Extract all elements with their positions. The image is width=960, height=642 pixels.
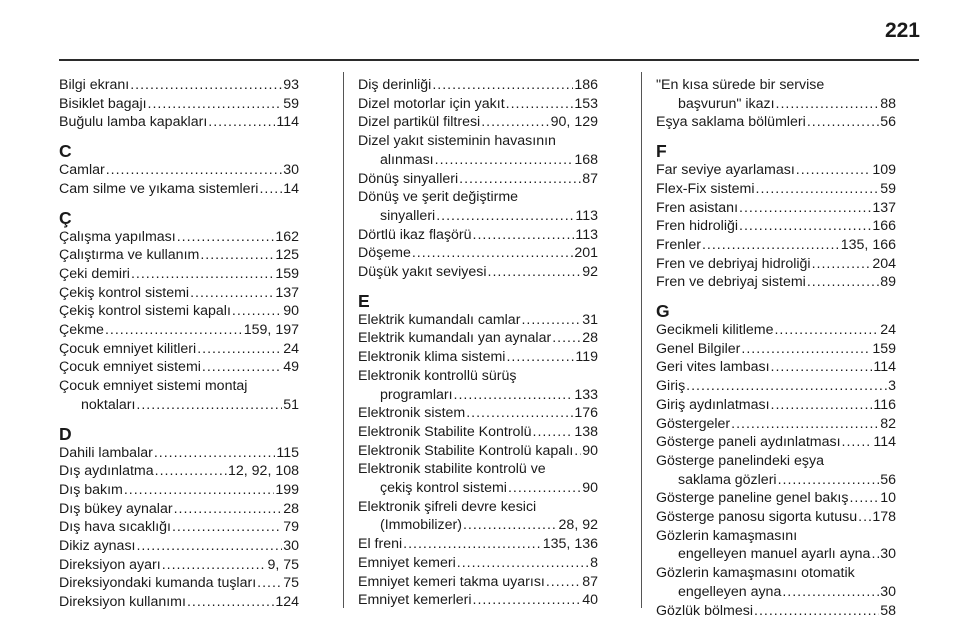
index-entry xyxy=(656,273,896,292)
index-entry xyxy=(358,423,598,442)
entry-term: Far seviye ayarlaması xyxy=(656,162,795,179)
dot-leader xyxy=(686,377,887,396)
entry-term: Çalıştırma ve kullanım xyxy=(59,247,200,264)
entry-pages: 28, 92 xyxy=(558,517,598,534)
entry-term: engelleyen manuel ayarlı ayna xyxy=(678,546,871,563)
entry-term: El freni xyxy=(358,536,403,553)
index-entry xyxy=(656,564,896,601)
entry-pages: 24 xyxy=(880,322,896,339)
dot-leader xyxy=(162,556,267,575)
index-entry xyxy=(59,537,299,556)
entry-pages: 162 xyxy=(275,228,299,245)
entry-pages: 125 xyxy=(275,247,299,264)
index-entry xyxy=(656,199,896,218)
dot-leader xyxy=(771,396,873,415)
entry-term: Elektronik klima sistemi xyxy=(358,349,506,366)
entry-term: Elektronik sistem xyxy=(358,405,466,422)
index-entry xyxy=(59,284,299,303)
entry-term: Dış hava sıcaklığı xyxy=(59,519,171,536)
index-entry xyxy=(656,433,896,452)
dot-leader xyxy=(533,423,574,442)
index-entry xyxy=(656,217,896,236)
index-entry xyxy=(358,263,598,282)
dot-leader xyxy=(257,574,282,593)
dot-leader xyxy=(197,340,282,359)
dot-leader xyxy=(771,358,873,377)
index-entry xyxy=(358,460,598,497)
entry-pages: 116 xyxy=(873,396,896,413)
entry-pages: 24 xyxy=(283,340,299,357)
entry-term: başvurun" ikazı xyxy=(678,95,775,112)
entry-term: Çekme xyxy=(59,322,104,339)
dot-leader xyxy=(778,471,880,490)
entry-term: Emniyet kemeri takma uyarısı xyxy=(358,573,545,590)
entry-pages: 115 xyxy=(276,444,299,461)
index-entry xyxy=(358,591,598,610)
entry-term: Direksiyondaki kumanda tuşları xyxy=(59,575,257,592)
entry-term: Direksiyon ayarı xyxy=(59,556,161,573)
section-letter: D xyxy=(59,423,72,444)
entry-term: Fren ve debriyaj sistemi xyxy=(656,274,806,291)
entry-pages: 30 xyxy=(880,546,896,563)
dot-leader xyxy=(473,591,582,610)
entry-term: Gösterge panelindeki eşya xyxy=(656,452,824,469)
dot-leader xyxy=(741,340,871,359)
index-entry xyxy=(59,113,299,132)
entry-pages: 186 xyxy=(574,77,598,93)
entry-pages: 135, 166 xyxy=(840,236,896,253)
entry-term: Çeki demiri xyxy=(59,265,130,282)
entry-pages: 204 xyxy=(872,255,896,272)
entry-pages: 153 xyxy=(574,95,598,112)
entry-pages: 114 xyxy=(276,114,299,131)
index-entry xyxy=(59,246,299,265)
index-column-3 xyxy=(656,76,896,620)
entry-term: Elektrik kumandalı camlar xyxy=(358,311,521,328)
entry-pages: 14 xyxy=(283,180,299,197)
dot-leader xyxy=(546,573,581,592)
entry-term: Düşük yakıt seviyesi xyxy=(358,264,487,281)
entry-term: "En kısa sürede bir servise xyxy=(656,77,825,93)
index-entry xyxy=(59,358,299,377)
entry-term: Bilgi ekranı xyxy=(59,77,130,93)
entry-pages: 90 xyxy=(283,303,299,320)
dot-leader xyxy=(403,535,542,554)
entry-term: Fren hidroliği xyxy=(656,218,739,235)
index-entry xyxy=(656,602,896,621)
entry-term: saklama gözleri xyxy=(678,471,777,488)
entry-term: Dönüş ve şerit değiştirme xyxy=(358,189,519,206)
entry-pages: 8 xyxy=(590,554,598,571)
entry-pages: 109 xyxy=(872,162,896,179)
entry-term: alınması xyxy=(380,151,434,168)
section-letter: Ç xyxy=(59,207,72,228)
dot-leader xyxy=(739,217,871,236)
index-entry xyxy=(59,444,299,463)
dot-leader xyxy=(155,462,227,481)
index-column-1 xyxy=(59,76,299,612)
entry-term: Giriş aydınlatması xyxy=(656,396,770,413)
dot-leader xyxy=(506,95,574,114)
dot-leader xyxy=(466,404,573,423)
index-entry xyxy=(59,481,299,500)
entry-term: Gözlerin kamaşmasını otomatik xyxy=(656,565,855,582)
index-entry xyxy=(59,321,299,340)
entry-pages: 114 xyxy=(873,434,896,451)
dot-leader xyxy=(174,500,283,519)
entry-term: Direksiyon kullanımı xyxy=(59,594,186,611)
dot-leader xyxy=(871,545,879,564)
entry-pages: 201 xyxy=(574,245,598,262)
column-divider xyxy=(343,72,344,608)
entry-pages: 30 xyxy=(283,538,299,555)
dot-leader xyxy=(481,113,549,132)
index-entry xyxy=(358,535,598,554)
dot-leader xyxy=(508,479,581,498)
entry-term: (Immobilizer) xyxy=(380,517,462,534)
entry-term: Dizel yakıt sisteminin havasının xyxy=(358,133,556,150)
entry-term: Dahili lambalar xyxy=(59,444,153,461)
dot-leader xyxy=(858,508,871,527)
entry-pages: 28 xyxy=(283,500,299,517)
dot-leader xyxy=(232,302,282,321)
index-entry xyxy=(358,554,598,573)
dot-leader xyxy=(154,444,276,463)
entry-pages: 40 xyxy=(582,592,598,609)
entry-term: Dış bükey aynalar xyxy=(59,500,173,517)
entry-term: Cam silme ve yıkama sistemleri xyxy=(59,180,259,197)
index-entry xyxy=(656,527,896,564)
index-entry xyxy=(358,404,598,423)
index-entry xyxy=(358,132,598,169)
dot-leader xyxy=(130,76,282,95)
index-entry xyxy=(59,462,299,481)
dot-leader xyxy=(106,161,282,180)
entry-term: Frenler xyxy=(656,236,701,253)
column-divider xyxy=(641,72,642,608)
index-entry xyxy=(656,321,896,340)
entry-pages: 113 xyxy=(575,226,598,243)
index-entry xyxy=(59,340,299,359)
index-entry xyxy=(358,329,598,348)
dot-leader xyxy=(842,433,873,452)
entry-term: Dış aydınlatma xyxy=(59,463,154,480)
entry-pages: 58 xyxy=(880,602,896,619)
entry-term: Gösterge panosu sigorta kutusu xyxy=(656,509,858,526)
index-entry xyxy=(59,95,299,114)
entry-pages: 90 xyxy=(582,442,598,459)
entry-term: Camlar xyxy=(59,162,105,179)
dot-leader xyxy=(521,311,581,330)
dot-leader xyxy=(739,199,871,218)
entry-pages: 49 xyxy=(283,359,299,376)
entry-pages: 12, 92, 108 xyxy=(228,463,299,480)
entry-pages: 92 xyxy=(582,264,598,281)
dot-leader xyxy=(177,228,275,247)
entry-term: Flex-Fix sistemi xyxy=(656,180,755,197)
index-entry xyxy=(358,76,598,95)
entry-pages: 90 xyxy=(582,480,598,497)
dot-leader xyxy=(807,273,879,292)
entry-pages: 79 xyxy=(283,519,299,536)
index-entry xyxy=(59,76,299,95)
entry-term: Emniyet kemerleri xyxy=(358,592,472,609)
entry-pages: 137 xyxy=(275,284,299,301)
dot-leader xyxy=(574,442,581,461)
dot-leader xyxy=(702,236,840,255)
entry-pages: 113 xyxy=(575,207,598,224)
entry-term: Dönüş sinyalleri xyxy=(358,170,459,187)
entry-term: Diş derinliği xyxy=(358,77,432,93)
entry-pages: 124 xyxy=(275,594,299,611)
entry-pages: 90, 129 xyxy=(550,114,598,131)
index-entry xyxy=(656,396,896,415)
entry-pages: 87 xyxy=(582,573,598,590)
entry-pages: 28 xyxy=(582,330,598,347)
entry-pages: 137 xyxy=(872,199,896,216)
index-entry xyxy=(358,311,598,330)
index-entry xyxy=(59,161,299,180)
entry-pages: 114 xyxy=(873,359,896,376)
index-entry xyxy=(358,226,598,245)
entry-term: Gecikmeli kilitleme xyxy=(656,322,774,339)
index-entry xyxy=(358,95,598,114)
entry-term: Elektronik şifreli devre kesici xyxy=(358,498,537,515)
dot-leader xyxy=(756,180,880,199)
entry-term: engelleyen ayna xyxy=(678,583,782,600)
index-entry xyxy=(358,113,598,132)
entry-term: Dikiz aynası xyxy=(59,538,136,555)
dot-leader xyxy=(412,244,573,263)
entry-term: sinyalleri xyxy=(380,207,436,224)
dot-leader xyxy=(796,161,872,180)
entry-pages: 199 xyxy=(275,481,299,498)
dot-leader xyxy=(124,481,274,500)
entry-term: Gözlük bölmesi xyxy=(656,602,753,619)
index-entry xyxy=(59,518,299,537)
entry-term: çekiş kontrol sistemi xyxy=(380,480,507,497)
index-entry xyxy=(656,180,896,199)
entry-pages: 87 xyxy=(582,170,598,187)
dot-leader xyxy=(136,396,282,415)
dot-leader xyxy=(774,321,879,340)
entry-pages: 168 xyxy=(574,151,598,168)
entry-term: Gösterge paneline genel bakış xyxy=(656,490,849,507)
dot-leader xyxy=(436,207,574,226)
entry-term: Elektronik kontrollü sürüş xyxy=(358,367,517,384)
entry-pages: 56 xyxy=(880,471,896,488)
dot-leader xyxy=(454,386,574,405)
dot-leader xyxy=(812,255,872,274)
entry-pages: 51 xyxy=(283,396,299,413)
entry-term: Elektrik kumandalı yan aynalar xyxy=(358,330,552,347)
dot-leader xyxy=(200,246,274,265)
dot-leader xyxy=(506,348,574,367)
dot-leader xyxy=(776,95,880,114)
dot-leader xyxy=(435,151,574,170)
index-entry xyxy=(59,593,299,612)
header-rule xyxy=(59,59,919,61)
entry-pages: 119 xyxy=(575,349,598,366)
entry-term: Çekiş kontrol sistemi kapalı xyxy=(59,303,231,320)
dot-leader xyxy=(432,76,573,95)
entry-term: Göstergeler xyxy=(656,415,731,432)
entry-pages: 3 xyxy=(888,378,896,395)
index-entry xyxy=(59,574,299,593)
entry-term: Dizel partikül filtresi xyxy=(358,114,481,131)
index-entry xyxy=(358,498,598,535)
entry-pages: 30 xyxy=(880,583,896,600)
entry-pages: 75 xyxy=(283,575,299,592)
index-entry xyxy=(656,415,896,434)
entry-pages: 138 xyxy=(574,423,598,440)
dot-leader xyxy=(807,113,879,132)
index-entry xyxy=(656,452,896,489)
section-letter: G xyxy=(656,301,670,322)
entry-term: Emniyet kemeri xyxy=(358,554,456,571)
dot-leader xyxy=(172,518,282,537)
entry-term: Gösterge paneli aydınlatması xyxy=(656,434,841,451)
entry-term: Eşya saklama bölümleri xyxy=(656,114,806,131)
entry-pages: 133 xyxy=(574,386,598,403)
entry-pages: 82 xyxy=(880,415,896,432)
entry-pages: 159 xyxy=(275,265,299,282)
entry-term: noktaları xyxy=(81,396,136,413)
dot-leader xyxy=(187,593,274,612)
index-entry xyxy=(59,265,299,284)
dot-leader xyxy=(190,284,274,303)
index-entry xyxy=(358,188,598,225)
index-entry xyxy=(59,500,299,519)
dot-leader xyxy=(552,329,581,348)
dot-leader xyxy=(731,415,879,434)
entry-pages: 159 xyxy=(872,340,896,357)
dot-leader xyxy=(754,602,879,621)
entry-pages: 178 xyxy=(872,509,896,526)
index-entry xyxy=(656,236,896,255)
index-entry xyxy=(59,556,299,575)
dot-leader xyxy=(459,170,581,189)
section-letter: E xyxy=(358,290,370,311)
index-entry xyxy=(59,302,299,321)
dot-leader xyxy=(259,180,282,199)
index-entry xyxy=(358,170,598,189)
entry-pages: 135, 136 xyxy=(542,536,598,553)
entry-pages: 59 xyxy=(880,180,896,197)
entry-pages: 89 xyxy=(880,274,896,291)
entry-term: Bisiklet bagajı xyxy=(59,95,147,112)
entry-pages: 176 xyxy=(574,405,598,422)
index-entry xyxy=(656,489,896,508)
index-entry xyxy=(59,228,299,247)
entry-term: Çocuk emniyet sistemi montaj xyxy=(59,378,248,395)
dot-leader xyxy=(148,95,283,114)
entry-term: Elektronik Stabilite Kontrolü xyxy=(358,423,532,440)
entry-pages: 166 xyxy=(872,218,896,235)
entry-term: Elektronik stabilite kontrolü ve xyxy=(358,461,546,478)
entry-term: Dış bakım xyxy=(59,481,123,498)
entry-pages: 31 xyxy=(582,311,598,328)
dot-leader xyxy=(849,489,879,508)
entry-term: Geri vites lambası xyxy=(656,359,770,376)
entry-term: Çocuk emniyet sistemi xyxy=(59,359,201,376)
entry-term: Fren ve debriyaj hidroliği xyxy=(656,255,811,272)
entry-term: Gözlerin kamaşmasını xyxy=(656,527,798,544)
entry-pages: 159, 197 xyxy=(243,322,299,339)
index-entry xyxy=(358,442,598,461)
dot-leader xyxy=(208,113,275,132)
page-number: 221 xyxy=(884,19,920,42)
section-letter: F xyxy=(656,141,667,162)
entry-term: Giriş xyxy=(656,378,686,395)
entry-pages: 88 xyxy=(880,95,896,112)
entry-term: Dizel motorlar için yakıt xyxy=(358,95,505,112)
index-entry xyxy=(656,377,896,396)
index-entry xyxy=(656,113,896,132)
entry-term: Buğulu lamba kapakları xyxy=(59,114,208,131)
entry-term: programları xyxy=(380,386,453,403)
entry-term: Elektronik Stabilite Kontrolü kapalı xyxy=(358,442,574,459)
entry-pages: 93 xyxy=(283,77,299,93)
dot-leader xyxy=(782,583,879,602)
dot-leader xyxy=(488,263,582,282)
entry-term: Çalışma yapılması xyxy=(59,228,176,245)
index-entry xyxy=(656,255,896,274)
entry-pages: 30 xyxy=(283,162,299,179)
index-entry xyxy=(358,367,598,404)
dot-leader xyxy=(463,516,558,535)
entry-pages: 10 xyxy=(880,490,896,507)
entry-term: Dörtlü ikaz flaşörü xyxy=(358,226,472,243)
section-letter: C xyxy=(59,141,72,162)
dot-leader xyxy=(473,226,575,245)
index-entry xyxy=(59,180,299,199)
entry-term: Çocuk emniyet kilitleri xyxy=(59,340,197,357)
dot-leader xyxy=(457,554,589,573)
index-entry xyxy=(656,508,896,527)
index-entry xyxy=(358,573,598,592)
dot-leader xyxy=(136,537,282,556)
index-entry xyxy=(59,377,299,414)
index-entry xyxy=(656,161,896,180)
index-entry xyxy=(656,358,896,377)
entry-term: Çekiş kontrol sistemi xyxy=(59,284,190,301)
index-entry xyxy=(656,340,896,359)
entry-pages: 59 xyxy=(283,95,299,112)
entry-pages: 9, 75 xyxy=(267,556,299,573)
index-column-2 xyxy=(358,76,598,610)
index-entry xyxy=(656,76,896,113)
dot-leader xyxy=(202,358,282,377)
entry-term: Fren asistanı xyxy=(656,199,739,216)
entry-pages: 56 xyxy=(880,114,896,131)
entry-term: Döşeme xyxy=(358,245,411,262)
index-entry xyxy=(358,348,598,367)
entry-term: Genel Bilgiler xyxy=(656,340,741,357)
dot-leader xyxy=(105,321,243,340)
dot-leader xyxy=(131,265,274,284)
index-entry xyxy=(358,244,598,263)
